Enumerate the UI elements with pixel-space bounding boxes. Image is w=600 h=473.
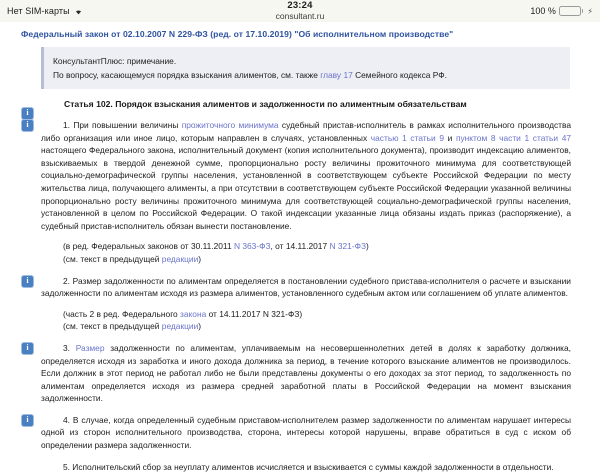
article-heading: Статья 102. Порядок взыскания алиментов и задолженности по алиментным обязательствам	[64, 99, 467, 109]
ref-0-0-text-0: (в ред. Федеральных законов от 30.11.2011	[63, 241, 234, 252]
lightning-bolt-icon: ⚡	[587, 6, 593, 16]
status-bar-center	[0, 1, 600, 22]
callout-line-2	[53, 68, 560, 82]
paragraph	[41, 414, 571, 452]
document-block	[0, 461, 600, 473]
info-icon[interactable]	[22, 108, 33, 119]
wifi-icon	[74, 7, 83, 15]
ref-0-1-text-0: (см. текст в предыдущей	[63, 253, 162, 264]
battery-icon	[559, 6, 584, 16]
paragraph	[41, 275, 571, 300]
paragraph-0-link-1[interactable]: прожиточного минимума	[181, 120, 279, 130]
ref-0-0-text-2: , от 14.11.2017	[270, 241, 330, 252]
paragraph-4-text-0: 5. Исполнительский сбор за неуплату алиментов исчисляется и взыскивается с суммы каждой задолженности в отдельности.	[63, 461, 554, 472]
paragraph-3-text-0: 4. В случае, когда определенный судебным приставом-исполнителем размер задолженности по алиментам нарушает интересы одной из сторон исполнительного производства, сторона, интересы которой нарушены, вправе обратиться в суд с иском об определении размера задолженности.	[41, 414, 571, 451]
paragraph-2-link-1[interactable]: Размер	[75, 342, 105, 353]
info-icon[interactable]	[22, 343, 33, 354]
revision-note-line	[41, 308, 571, 321]
document-block	[0, 414, 600, 452]
ref-1-1-link-1[interactable]: редакции	[161, 321, 199, 332]
ios-status-bar	[0, 0, 600, 22]
paragraph-0-text-4: и	[443, 132, 456, 143]
ref-0-0-text-4: )	[366, 241, 369, 252]
consultant-note-callout	[41, 47, 570, 89]
host-label: consultant.ru	[275, 11, 325, 21]
ref-1-0-text-2: от 14.11.2017 N 321-ФЗ)	[206, 308, 303, 319]
document-block	[0, 275, 600, 333]
paragraph-0-link-3[interactable]: частью 1 статьи 9	[370, 132, 444, 143]
revision-note-line	[41, 253, 571, 266]
ref-1-0-link-1[interactable]: закона	[180, 308, 207, 319]
paragraph-1-text-0: 2. Размер задолженности по алиментам определяется в постановлении судебного пристава-исполнителя о расчете и взыскании задолженности по алиментам исходя из размера алиментов, установленного судебным актом или соглашением об уплате алиментов.	[41, 275, 571, 299]
ref-0-1-text-2: )	[198, 253, 202, 264]
ref-0-0-link-3[interactable]: N 321-ФЗ	[329, 241, 367, 252]
info-icon[interactable]	[22, 120, 33, 131]
info-icon[interactable]	[22, 415, 33, 426]
ref-1-0-text-0: (часть 2 в ред. Федерального	[63, 308, 181, 319]
callout-text-after: Семейного кодекса РФ.	[352, 70, 447, 80]
paragraph-0-text-6: настоящего Федерального закона, исполнительный документ (копия исполнительного документа), производит индексацию алиментов, взыскиваемых в твердой денежной сумме, пропорционально росту величины прожиточного минимума для соответствующей социально-демографической группы населения, установленной в соответствующем субъекте Российской Федерации по месту жительства лица, получающего алименты, а при отсутствии в соответствующем субъекте Российской Федерации указанной величины пропорционально росту величины прожиточного минимума для соответствующей социально-демографической группы населения, установленной в целом по Российской Федерации. О такой индексации указанные лица обязаны издать приказ (распоряжение), а судебный пристав-исполнитель обязан вынести постановление.	[41, 145, 571, 231]
ref-0-1-link-1[interactable]: редакции	[161, 253, 199, 264]
status-bar-left	[7, 6, 83, 16]
paragraph-0-link-5[interactable]: пунктом 8 части 1 статьи 47	[455, 132, 572, 143]
revision-note-line	[41, 320, 571, 333]
battery-percent-label: 100 %	[530, 6, 556, 16]
paragraph-0-text-2: судебный пристав-исполнитель в рамках исполнительного производства либо организация или иное лицо, которым направлен в случаях, установленных	[41, 120, 572, 143]
document-page	[0, 22, 600, 472]
ref-0-0-link-1[interactable]: N 363-ФЗ	[233, 241, 271, 252]
document-body	[0, 119, 600, 473]
document-block	[0, 119, 600, 266]
chapter-17-link[interactable]: главу 17	[320, 70, 353, 80]
paragraph	[41, 119, 571, 232]
paragraph-2-text-2: задолженности по алиментам, уплачиваемым на несовершеннолетних детей в долях к заработку должника, определяется исходя из заработка и иного дохода должника за период, в течение которого взыскание алиментов не производилось. Если должник в этот период не работал либо не были представлены документы о его доходах за этот период, то задолженность по алиментам определяется исходя из размера средней заработной платы в Российской Федерации на момент взыскания задолженности.	[41, 342, 572, 404]
carrier-label: Нет SIM-карты	[7, 6, 70, 16]
paragraph	[41, 461, 571, 473]
article-heading-row	[0, 98, 600, 110]
document-block	[0, 342, 600, 405]
callout-text-before: По вопросу, касающемуся порядка взыскания алиментов, см. также	[53, 70, 321, 80]
revision-notes	[41, 308, 571, 333]
paragraph	[41, 342, 571, 405]
paragraph-0-text-0: 1. При повышении величины	[63, 120, 182, 130]
clock-label: 23:24	[287, 0, 313, 11]
revision-notes	[41, 240, 571, 265]
ref-1-1-text-2: )	[198, 321, 202, 332]
revision-note-line	[41, 240, 571, 253]
callout-line-1: КонсультантПлюс: примечание.	[53, 56, 177, 66]
info-icon[interactable]	[22, 276, 33, 287]
document-title: Федеральный закон от 02.10.2007 N 229-ФЗ (ред. от 17.10.2019) "Об исполнительном производстве"	[21, 29, 454, 39]
paragraph-2-text-0: 3.	[63, 342, 76, 353]
ref-1-1-text-0: (см. текст в предыдущей	[63, 321, 162, 332]
status-bar-right	[530, 6, 593, 16]
